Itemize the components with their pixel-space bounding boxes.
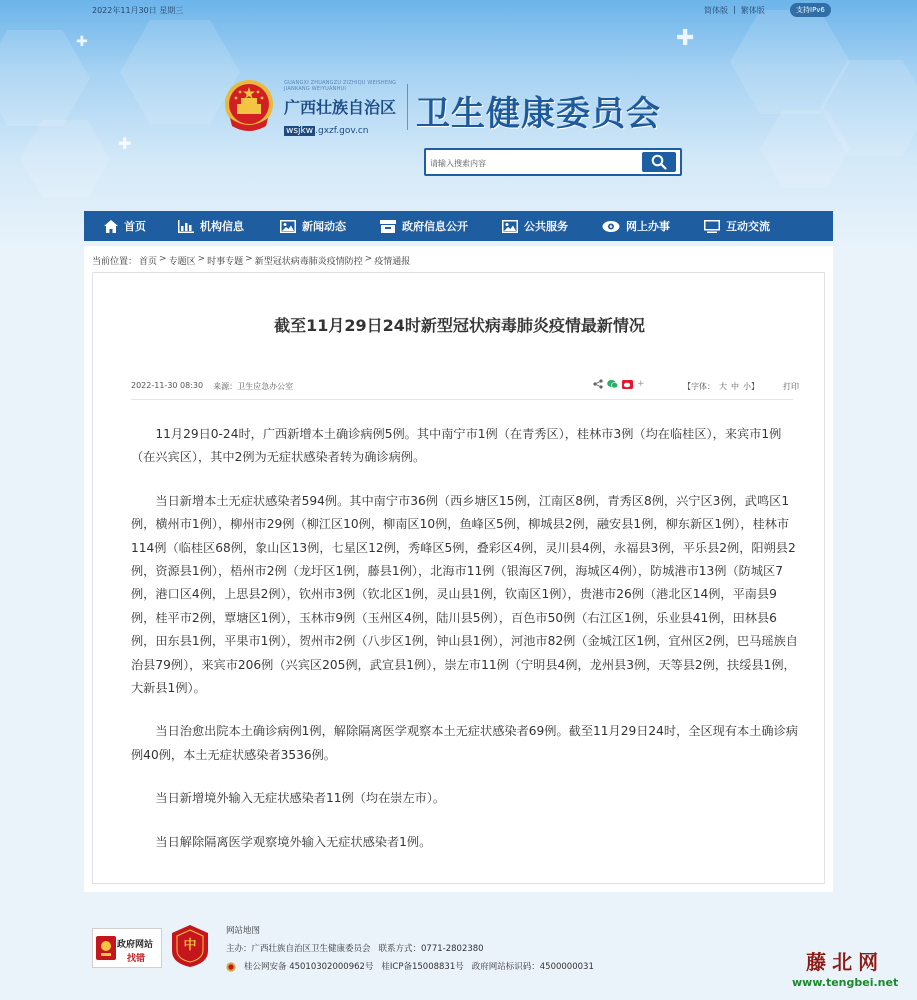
logo-pinyin-line1: GUANGXI ZHUANGZU ZIZHIQU WEISHENG — [284, 80, 397, 86]
breadcrumb-separator: > — [197, 254, 206, 264]
breadcrumb-separator: > — [364, 254, 373, 264]
article-paragraph: 当日治愈出院本土确诊病例1例，解除隔离医学观察本土无症状感染者69例。截至11月29日24时，全区现有本土确诊病例40例，本土无症状感染者3536例。 — [131, 724, 798, 762]
article-title: 截至11月29日24时新型冠状病毒肺炎疫情最新情况 — [274, 316, 645, 335]
breadcrumb-prefix: 当前位置： — [92, 257, 138, 267]
svg-text:中: 中 — [183, 938, 197, 953]
nav-label-online-service: 网上办事 — [626, 220, 670, 233]
nav-label-gov-info: 政府信息公开 — [402, 220, 468, 233]
nav-item-interaction[interactable] — [704, 211, 770, 241]
wechat-icon[interactable] — [607, 379, 618, 389]
top-bar — [0, 0, 917, 20]
footer-site-code: 政府网站标识码：4500000031 — [471, 962, 594, 972]
lang-separator: | — [733, 5, 736, 14]
nav-item-public-service[interactable] — [502, 211, 568, 241]
police-badge-icon — [226, 962, 236, 972]
font-size-large[interactable]: 大 — [719, 382, 727, 391]
gov-badge-line1: 政府网站 — [117, 940, 154, 950]
breadcrumb-report[interactable]: 疫情通报 — [374, 257, 411, 267]
breadcrumb-home[interactable]: 首页 — [139, 257, 158, 267]
national-emblem-icon — [222, 78, 276, 134]
logo-pinyin-line2: JIANKANG WEIYUANHUI — [284, 86, 347, 92]
nav-item-gov-info[interactable] — [380, 211, 468, 241]
article-paragraph: 11月29日0-24时，广西新增本土确诊病例5例。其中南宁市1例（在青秀区），桂林市3例（均在临桂区），来宾市1例（在兴宾区），其中2例为无症状感染者转为确诊病例。 — [131, 427, 782, 465]
logo-divider — [407, 84, 408, 130]
breadcrumb-special[interactable]: 专题区 — [168, 257, 196, 267]
search-input[interactable] — [430, 154, 642, 172]
header-background: ✚ ✚ ✚ — [0, 0, 917, 250]
language-switch — [704, 5, 765, 16]
share-tools — [593, 379, 645, 389]
print-button[interactable]: 打印 — [783, 382, 799, 391]
breadcrumb-covid[interactable]: 新型冠状病毒肺炎疫情防控 — [254, 257, 363, 267]
nav-item-home[interactable] — [104, 211, 146, 241]
bar-chart-icon — [178, 220, 194, 233]
article-paragraph: 当日新增境外输入无症状感染者11例（均在崇左市）。 — [155, 791, 446, 806]
article-datetime: 2022-11-30 08:30 — [131, 381, 204, 390]
monitor-icon — [704, 220, 720, 233]
inbox-icon — [380, 220, 396, 233]
footer-contact: 联系方式：0771-2802380 — [378, 944, 484, 954]
eye-icon — [602, 220, 620, 233]
font-size-small[interactable]: 小】 — [743, 382, 759, 391]
gov-badge-emblem-icon — [96, 936, 116, 960]
nav-item-institution[interactable] — [178, 211, 244, 241]
footer-police-record[interactable]: 桂公网安备 45010302000962号 — [244, 962, 374, 972]
ipv6-badge: 支持IPv6 — [790, 3, 831, 17]
nav-label-public-service: 公共服务 — [524, 220, 568, 233]
article-container — [92, 272, 825, 884]
footer-sponsor: 主办：广西壮族自治区卫生健康委员会 — [226, 944, 371, 954]
logo-text — [284, 80, 396, 137]
logo-url — [284, 126, 368, 136]
share-icon[interactable] — [593, 379, 603, 389]
home-icon — [104, 220, 118, 233]
search-box — [424, 148, 682, 176]
logo-region: 广西壮族自治区 — [284, 98, 397, 117]
traditional-link[interactable]: 繁体版 — [740, 6, 765, 15]
picture-icon — [502, 220, 518, 233]
watermark — [792, 946, 898, 989]
watermark-en: www.tengbei.net — [792, 976, 899, 989]
more-share-icon[interactable]: + — [637, 379, 645, 389]
article-source: 来源：卫生应急办公室 — [213, 382, 294, 391]
breadcrumb-current-affairs[interactable]: 时事专题 — [207, 257, 244, 267]
image-icon — [280, 220, 296, 233]
footer-info — [226, 922, 594, 976]
main-nav — [84, 211, 833, 241]
article-body — [131, 423, 801, 874]
current-date: 2022年11月30日 星期三 — [92, 6, 184, 15]
footer — [0, 910, 917, 1000]
article-paragraph: 当日解除隔离医学观察境外输入无症状感染者1例。 — [155, 834, 432, 849]
font-size-medium[interactable]: 中 — [731, 382, 739, 391]
nav-label-news: 新闻动态 — [302, 220, 346, 233]
nav-label-home: 首页 — [124, 220, 146, 233]
footer-icp-record[interactable]: 桂ICP备15008831号 — [381, 962, 464, 972]
watermark-cn: 藤北网 — [806, 950, 885, 974]
nav-item-news[interactable] — [280, 211, 346, 241]
font-size-controls — [683, 381, 759, 392]
nav-item-online-service[interactable] — [602, 211, 670, 241]
breadcrumb-separator: > — [245, 254, 253, 264]
gov-badge-line2: 找错 — [127, 954, 146, 964]
breadcrumb — [92, 254, 410, 267]
article-paragraph: 当日新增本土无症状感染者594例。其中南宁市36例（西乡塘区15例，江南区8例，青秀区8例，兴宁区3例，武鸣区1例，横州市1例），柳州市29例（柳江区10例，柳南区10例，鱼峰区5例，柳城县2例，融安县1例，柳东新区1例），桂林市114例（临桂区68例，象山区13例，七星区12例，秀峰区5例，叠彩区4例，灵川县4例，永福县3例，平乐县2例，阳朔县2例，资源县1例），梧州市2例（龙圩区1例，藤县1例），北海市11例（银海区7例，海城区4例），防城港市13例（防城区7例，港口区4例，上思县2例），钦州市3例（钦北区1例，灵山县1例，钦南区1例），贵港市26例（港北区14例，平南县9例，桂平市2例，覃塘区1例），玉林市9例（玉州区4例，陆川县5例），百色市50例（右江区1例，乐业县41例，田林县6例，田东县1例，平果市1例），贺州市2例（八步区1例，钟山县1例），河池市82例（金城江区1例，宜州区2例，巴马瑶族自治县79例），来宾市206例（兴宾区205例，武宣县1例），崇左市11例（宁明县4例，龙州县3例，天等县2例，扶绥县1例，大新县1例）。 — [131, 493, 798, 696]
nav-label-interaction: 互动交流 — [726, 220, 770, 233]
weibo-icon[interactable] — [622, 380, 633, 389]
search-button[interactable] — [642, 152, 676, 172]
search-icon — [651, 154, 667, 170]
meta-divider — [131, 399, 793, 400]
logo-url-part1: wsjkw — [286, 126, 314, 136]
site-name[interactable]: 卫生健康委员会 — [416, 94, 661, 134]
main-content — [84, 246, 833, 892]
sitemap-link[interactable]: 网站地图 — [226, 926, 261, 936]
nav-label-institution: 机构信息 — [200, 220, 244, 233]
gov-site-error-badge[interactable] — [92, 928, 162, 968]
font-size-label: 【字体： — [683, 382, 715, 391]
party-organ-badge-icon[interactable] — [172, 925, 208, 967]
breadcrumb-separator: > — [159, 254, 167, 264]
logo-url-part2: .gxzf.gov.cn — [315, 126, 369, 136]
simplified-link[interactable]: 简体版 — [704, 6, 728, 15]
article-meta — [131, 381, 293, 392]
